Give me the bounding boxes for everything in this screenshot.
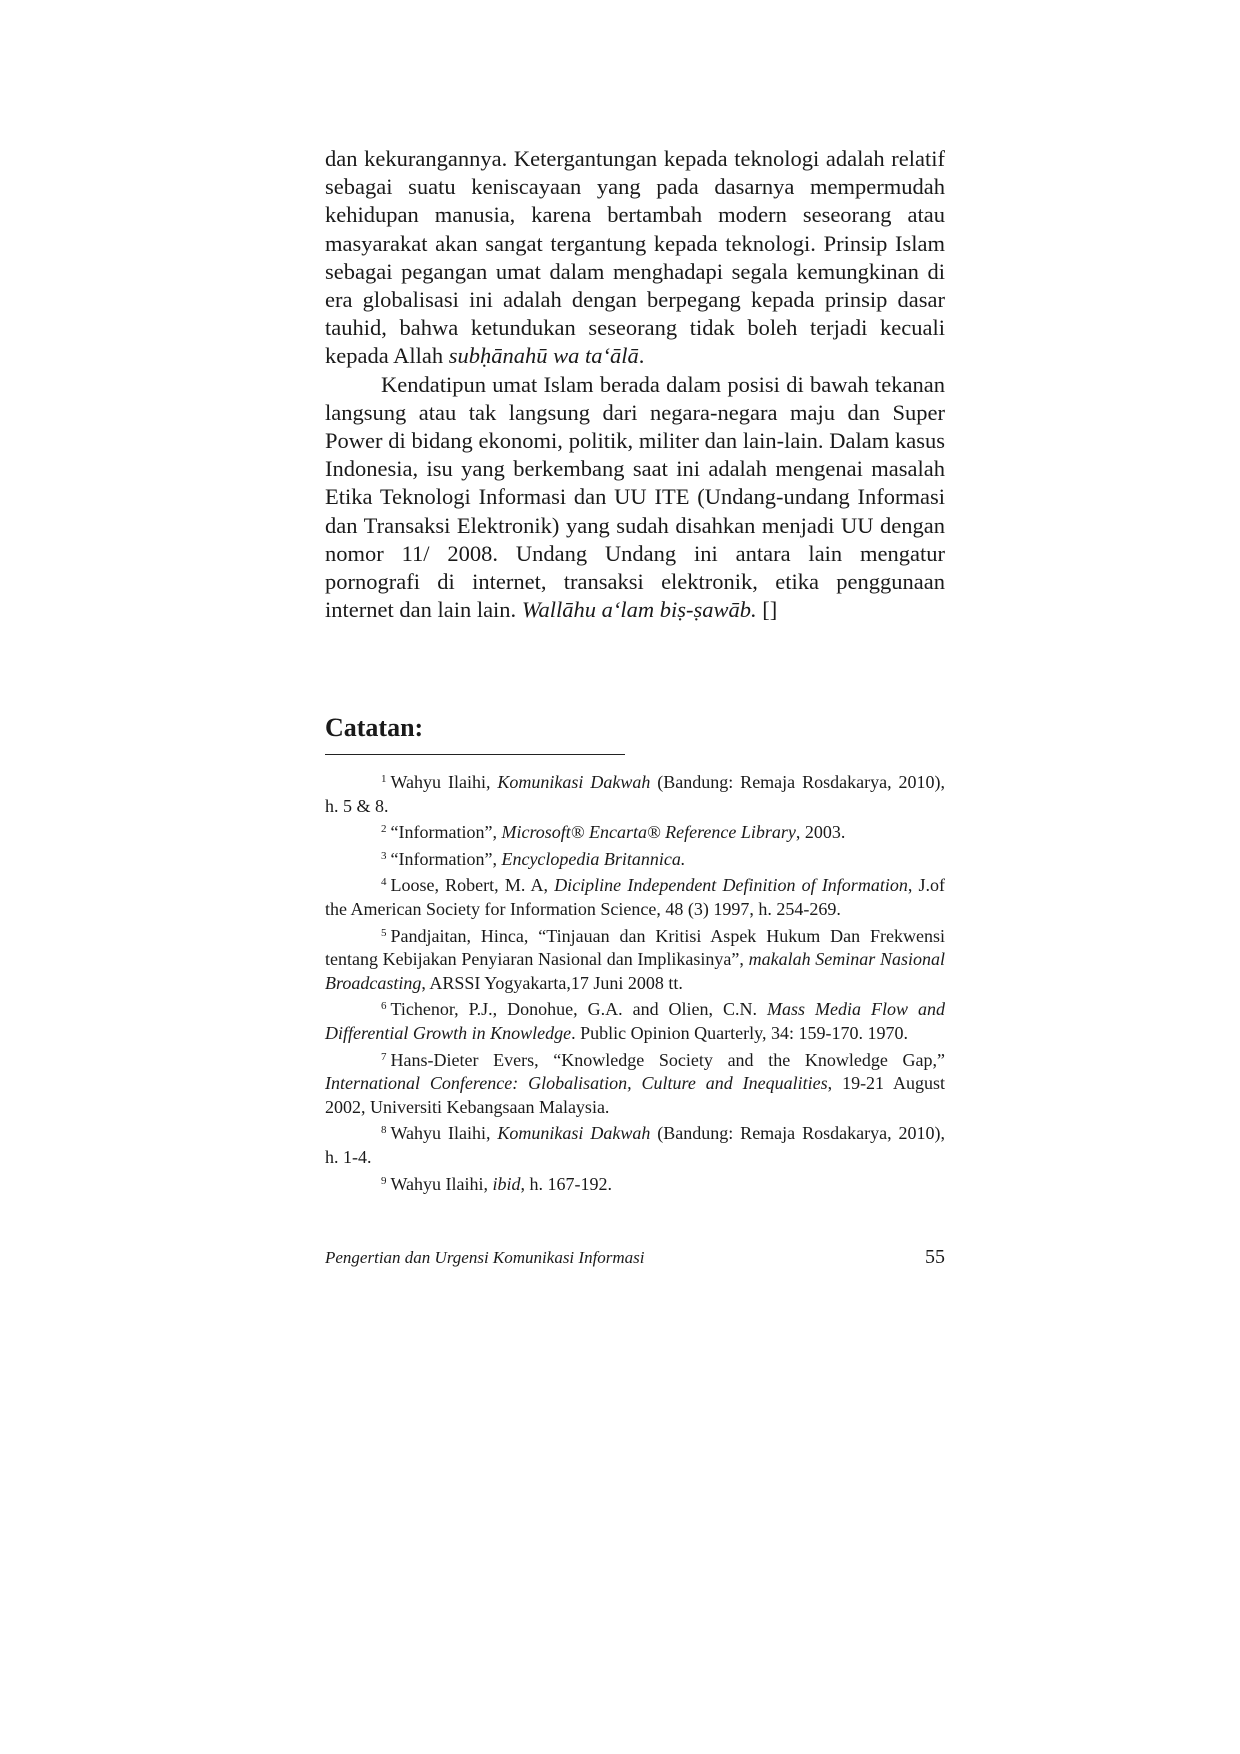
footnote: $^1$ Wahyu Ilaihi, Komunikasi Dakwah (Bandung: Remaja Rosdakarya, 2010), h. 5 & 8.	[325, 772, 945, 816]
page-footer	[325, 1246, 945, 1269]
notes-heading: Catatan:	[325, 713, 424, 742]
footnote: $^2$ “Information”, Microsoft® Encarta® Reference Library, 2003.	[381, 822, 846, 843]
running-title: Pengertian dan Urgensi Komunikasi Informasi	[325, 1248, 645, 1267]
paragraph-2: Kendatipun umat Islam berada dalam posisi di bawah tekanan langsung atau tak langsung dari negara-negara maju dan Super Power di bidang ekonomi, politik, militer dan lain-lain. Dalam kasus Indonesia, isu yang berkembang saat ini adalah mengenai masalah Etika Teknologi Informasi dan UU ITE (Undang-undang Informasi dan Transaksi Elektronik) yang sudah disahkan menjadi UU dengan nomor 11/ 2008. Undang Undang ini antara lain mengatur pornografi di internet, transaksi elektronik, etika penggunaan internet dan lain lain. Wallāhu a‘lam biṣ-ṣawāb. []	[325, 371, 945, 623]
page-number: 55	[925, 1246, 945, 1268]
footnote: $^3$ “Information”, Encyclopedia Britannica.	[381, 848, 686, 869]
footnote: $^4$ Loose, Robert, M. A, Dicipline Independent Definition of Information, J.of the American Society for Information Science, 48 (3) 1997, h. 254-269.	[325, 875, 945, 919]
footnote: $^8$ Wahyu Ilaihi, Komunikasi Dakwah (Bandung: Remaja Rosdakarya, 2010), h. 1-4.	[325, 1123, 945, 1167]
footnote: $^9$ Wahyu Ilaihi, ibid, h. 167-192.	[381, 1173, 613, 1194]
footnotes	[325, 768, 945, 1196]
main-text	[325, 145, 945, 624]
footnote: $^5$ Pandjaitan, Hinca, “Tinjauan dan Kritisi Aspek Hukum Dan Frekwensi tentang Kebijakan Penyiaran Nasional dan Implikasinya”, makalah Seminar Nasional Broadcasting, ARSSI Yogyakarta,17 Juni 2008 tt.	[325, 925, 945, 993]
footnote: $^7$ Hans-Dieter Evers, “Knowledge Society and the Knowledge Gap,” International Conference: Globalisation, Culture and Inequalities, 19-21 August 2002, Universiti Kebangsaan Malaysia.	[325, 1049, 945, 1117]
footnote: $^6$ Tichenor, P.J., Donohue, G.A. and Olien, C.N. Mass Media Flow and Differential Growth in Knowledge. Public Opinion Quarterly, 34: 159-170. 1970.	[325, 999, 945, 1043]
footnote-divider	[325, 754, 625, 755]
paragraph-1: dan kekurangannya. Ketergantungan kepada teknologi adalah relatif sebagai suatu keniscayaan yang pada dasarnya mempermudah kehidupan manusia, karena bertambah modern seseorang atau masyarakat akan sangat tergantung kepada teknologi. Prinsip Islam sebagai pegangan umat dalam menghadapi segala kemungkinan di era globalisasi ini adalah dengan berpegang kepada prinsip dasar tauhid, bahwa ketundukan seseorang tidak boleh terjadi kecuali kepada Allah subḥānahū wa ta‘ālā.	[325, 146, 945, 369]
